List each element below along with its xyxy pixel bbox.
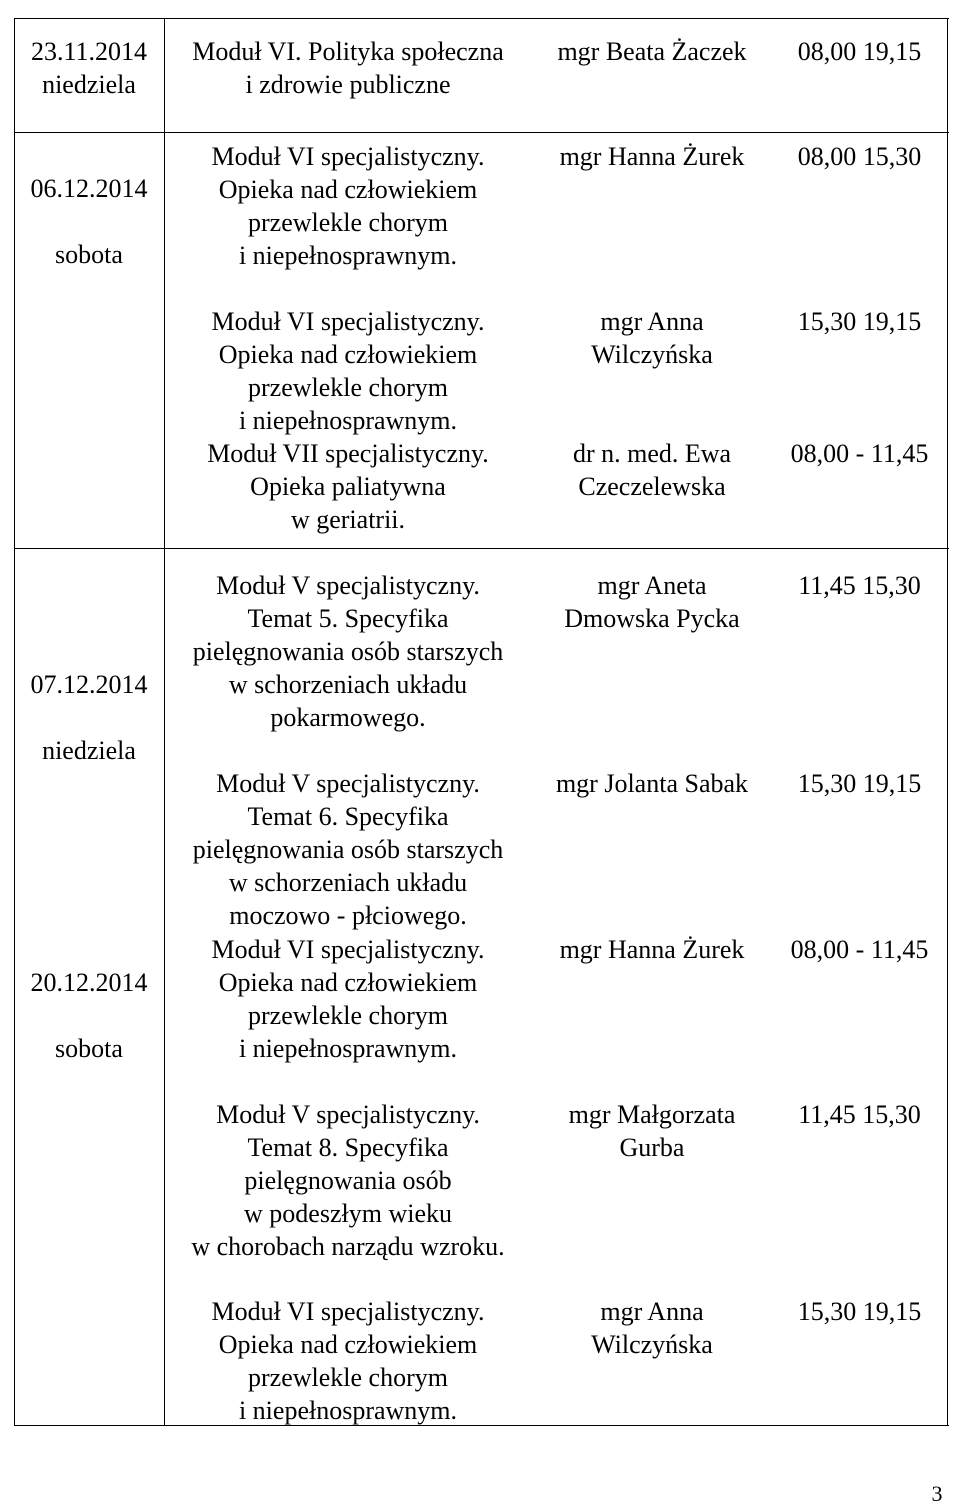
schedule-table: [14, 18, 949, 1426]
time-cell: 15,30 19,15: [797, 769, 922, 798]
time-cell: 08,00 19,15: [797, 37, 922, 66]
date-cell: 07.12.2014: [30, 670, 148, 699]
page-number: 3: [931, 1481, 943, 1506]
lecturer-cell: dr n. med. Ewa Czeczelewska: [572, 439, 732, 501]
time-cell: 11,45 15,30: [798, 571, 921, 600]
topic-cell: Moduł V specjalistyczny. Temat 5. Specyfika pielęgnowania osób starszych w schorzeniach układu pokarmowego.: [192, 571, 504, 732]
time-cell: 11,45 15,30: [798, 1100, 921, 1129]
topic-cell: Moduł VI specjalistyczny. Opieka nad człowiekiem przewlekle chorym i niepełnosprawnym.: [211, 307, 485, 435]
lecturer-cell: mgr Anna Wilczyńska: [591, 1297, 713, 1359]
topic-cell: Moduł VI specjalistyczny. Opieka nad człowiekiem przewlekle chorym i niepełnosprawnym.: [211, 935, 485, 1063]
topic-cell: Moduł VII specjalistyczny. Opieka paliatywna w geriatrii.: [207, 439, 489, 534]
day-cell: niedziela: [42, 736, 136, 765]
time-cell: 08,00 - 11,45: [790, 439, 929, 468]
row-divider: [14, 132, 949, 133]
row-divider: [14, 548, 949, 549]
lecturer-cell: mgr Hanna Żurek: [559, 935, 745, 964]
topic-cell: Moduł V specjalistyczny. Temat 8. Specyfika pielęgnowania osób w podeszłym wieku w chorobach narządu wzroku.: [191, 1100, 505, 1261]
time-cell: 15,30 19,15: [797, 1297, 922, 1326]
topic-cell: Moduł V specjalistyczny. Temat 6. Specyfika pielęgnowania osób starszych w schorzeniach układu moczowo - płciowego.: [192, 769, 504, 930]
topic-cell: Moduł VI. Polityka społeczna i zdrowie publiczne: [192, 37, 504, 99]
date-cell: 23.11.2014 niedziela: [30, 37, 148, 99]
lecturer-cell: mgr Hanna Żurek: [559, 142, 745, 171]
date-cell: 06.12.2014 sobota: [30, 174, 148, 269]
time-cell: 08,00 - 11,45: [790, 935, 929, 964]
lecturer-cell: mgr Anna Wilczyńska: [591, 307, 713, 369]
table-border-right: [947, 18, 948, 1426]
table-border-top: [14, 18, 949, 19]
time-cell: 15,30 19,15: [797, 307, 922, 336]
time-cell: 08,00 15,30: [797, 142, 922, 171]
lecturer-cell: mgr Beata Żaczek: [557, 37, 747, 66]
topic-cell: Moduł VI specjalistyczny. Opieka nad człowiekiem przewlekle chorym i niepełnosprawnym.: [211, 142, 485, 270]
lecturer-cell: mgr Aneta Dmowska Pycka: [564, 571, 740, 633]
date-cell: 20.12.2014: [30, 968, 148, 997]
lecturer-cell: mgr Jolanta Sabak: [555, 769, 749, 798]
lecturer-cell: mgr Małgorzata Gurba: [568, 1100, 736, 1162]
day-cell: sobota: [55, 1034, 123, 1063]
topic-cell: Moduł VI specjalistyczny. Opieka nad człowiekiem przewlekle chorym i niepełnosprawnym.: [211, 1297, 485, 1425]
